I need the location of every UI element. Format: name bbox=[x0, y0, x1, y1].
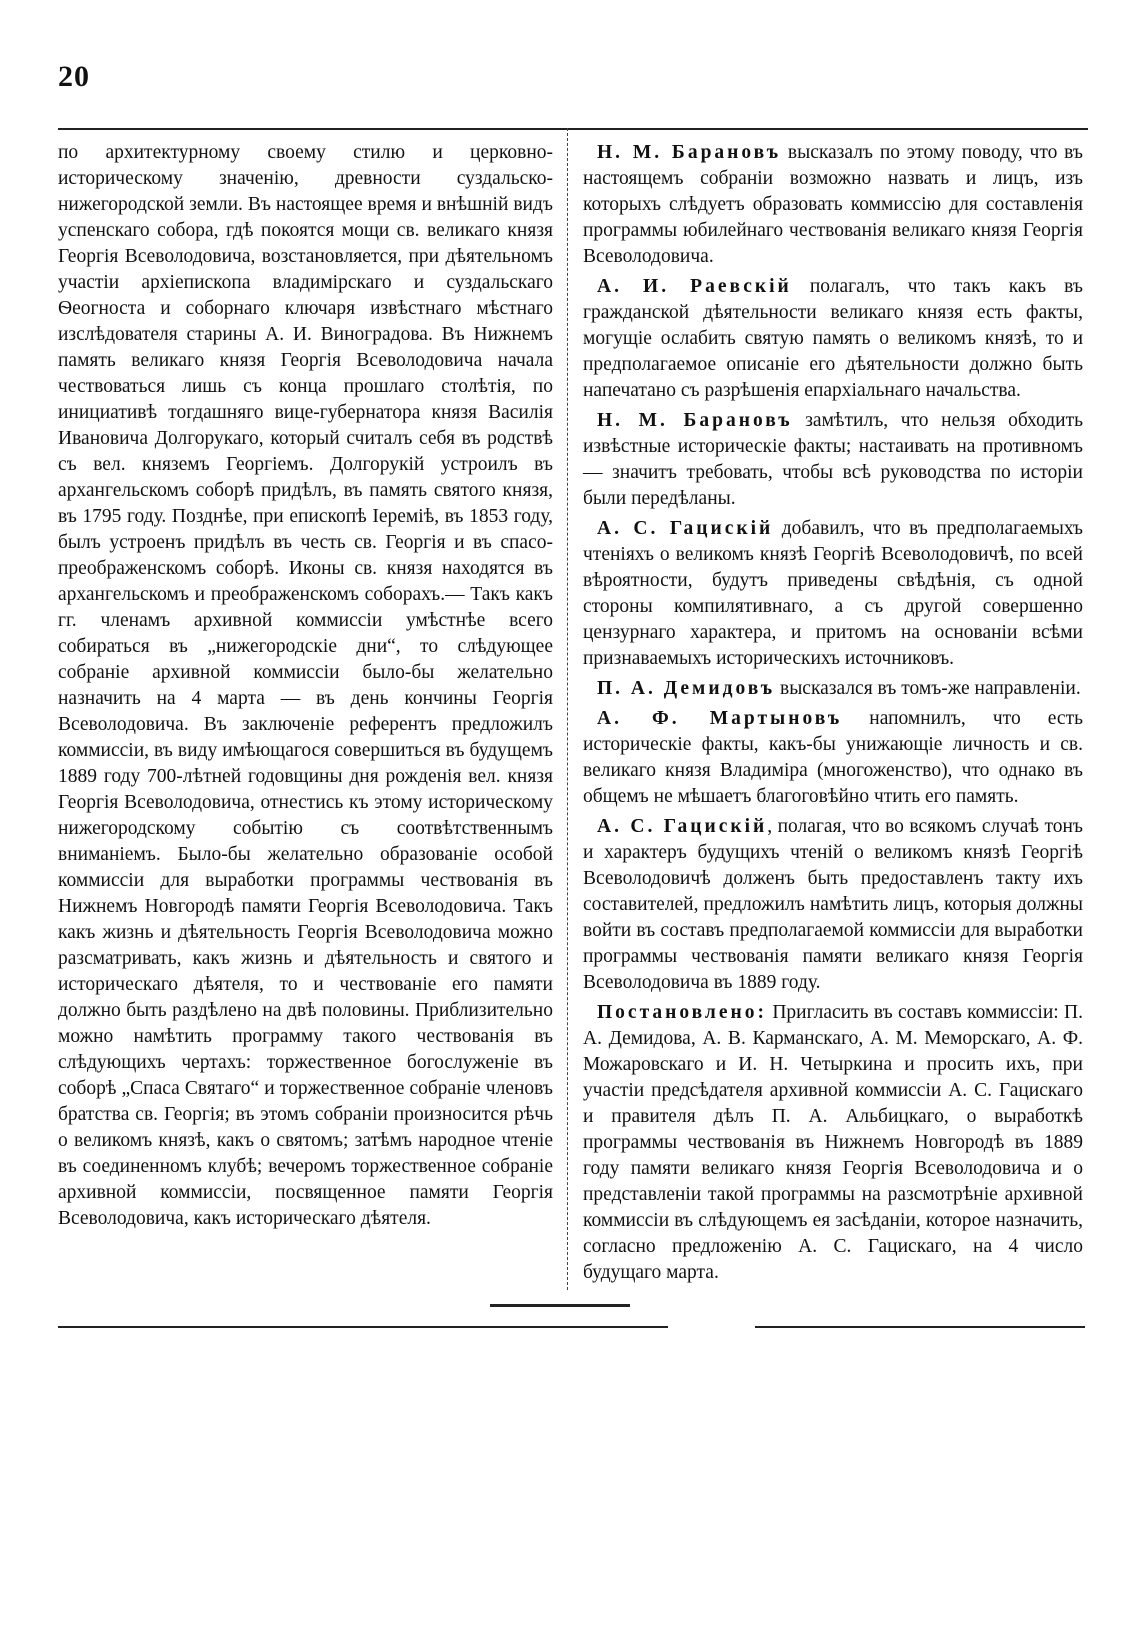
paragraph-text: добавилъ, что въ предполагаемыхъ чтеніяхъ о великомъ князѣ Георгіѣ Всеволодовичѣ, по всей вѣроятности, будутъ приведены свѣдѣнія, съ одной стороны компилятивнаго, а съ другой совершенно цензурнаго характера, и притомъ на основаніи всѣми признаваемыхъ историческихъ источниковъ. bbox=[583, 518, 1083, 669]
speaker-name: А. С. Гацискій bbox=[597, 816, 768, 837]
speaker-name: П. А. Демидовъ bbox=[597, 678, 776, 699]
paragraph bbox=[583, 140, 1083, 270]
speaker-name: А. И. Раевскій bbox=[597, 276, 792, 297]
column-divider bbox=[567, 128, 568, 1290]
paragraph bbox=[583, 676, 1083, 702]
resolution-label: Постановлено: bbox=[597, 1002, 767, 1023]
footer-rule-right bbox=[755, 1326, 1085, 1328]
speaker-name: А. Ф. Мартыновъ bbox=[597, 708, 843, 729]
footer-rule-left bbox=[58, 1326, 668, 1328]
section-end-rule bbox=[490, 1304, 630, 1307]
page-number: 20 bbox=[58, 60, 90, 93]
speaker-name: Н. М. Барановъ bbox=[597, 410, 793, 431]
paragraph-text: напомнилъ, что есть историческіе факты, какъ-бы унижающіе личность и св. великаго князя Владиміра (многоженство), что однако въ общемъ не мѣшаетъ благоговѣйно чтить его память. bbox=[583, 708, 1083, 807]
header-rule bbox=[58, 128, 1088, 130]
paragraph bbox=[583, 274, 1083, 404]
paragraph-text: замѣтилъ, что нельзя обходить извѣстные историческіе факты; настаивать на противномъ — значитъ требовать, чтобы всѣ руководства по исторіи были передѣланы. bbox=[583, 410, 1083, 509]
paragraph-text: высказалъ по этому поводу, что въ настоящемъ собраніи возможно назвать и лицъ, изъ которыхъ слѣдуетъ образовать коммиссію для составленія программы юбилейнаго чествованія великаго князя Георгія Всеволодовича. bbox=[583, 142, 1083, 267]
left-column bbox=[58, 140, 553, 1232]
speaker-name: Н. М. Барановъ bbox=[597, 142, 782, 163]
paragraph-text: Пригласить въ составъ коммиссіи: П. А. Демидова, А. В. Карманскаго, А. М. Меморскаго, А. Ф. Можаровскаго и И. Н. Четыркина и просить ихъ, при участіи предсѣдателя архивной коммиссіи А. С. Гацискаго и правителя дѣлъ П. А. Альбицкаго, о выработкѣ программы чествованія въ Нижнемъ Новгородѣ въ 1889 году памяти великаго князя Георгія Всеволодовича и о представленіи такой программы на разсмотрѣніе архивной коммиссіи въ слѣдующемъ ея засѣданіи, которое назначить, согласно предложенію А. С. Гацискаго, на 4 число будущаго марта. bbox=[583, 1002, 1083, 1283]
paragraph-text: полагалъ, что такъ какъ въ гражданской дѣятельности великаго князя есть факты, могущіе ослабить святую память о великомъ князѣ, то и предполагаемое описаніе его дѣятельности должно быть напечатано съ разрѣшенія епархіальнаго начальства. bbox=[583, 276, 1083, 401]
paragraph bbox=[583, 516, 1083, 672]
left-column-text: по архитектурному своему стилю и церковно-историческому значенію, древности суздальско-нижегородской земли. Въ настоящее время и внѣшній видъ успенскаго собора, гдѣ покоятся мощи св. великаго князя Георгія Всеволодовича, возстановляется, при дѣятельномъ участіи архіепископа владимірскаго и суздальскаго Ѳеогноста и соборнаго ключаря извѣстнаго мѣстнаго изслѣдователя старины А. И. Виноградова. Въ Нижнемъ память великаго князя Георгія Всеволодовича начала чествоваться лишь съ конца прошлаго столѣтія, по инициативѣ тогдашняго вице-губернатора князя Василія Ивановича Долгорукаго, который считалъ себя въ родствѣ съ вел. княземъ Георгіемъ. Долгорукій устроилъ въ архангельскомъ соборѣ придѣлъ, въ память святого князя, въ 1795 году. Позднѣе, при епископѣ Іереміѣ, въ 1853 году, былъ устроенъ придѣлъ въ честь св. Георгія и въ спасо-преображенскомъ соборѣ. Иконы св. князя находятся въ архангельскомъ и преображенскомъ соборахъ.— Такъ какъ гг. членамъ архивной коммиссіи умѣстнѣе всего собираться въ „нижегородскіе дни“, то слѣдующее собраніе архивной коммиссіи было-бы желательно назначить на 4 марта — въ день кончины Георгія Всеволодовича. Въ заключеніе референтъ предложилъ коммиссіи, въ виду имѣющагося совершиться въ будущемъ 1889 году 700-лѣтней годовщины дня рожденія вел. князя Георгія Всеволодовича, отнестись къ этому историческому нижегородскому событію съ соотвѣтственнымъ вниманіемъ. Было-бы желательно образованіе особой коммиссіи для выработки программы чествованія въ Нижнемъ Новгородѣ памяти Георгія Всеволодовича. Такъ какъ жизнь и дѣятельность Георгія Всеволодовича можно разсматривать, какъ жизнь и дѣятельность и святого и историческаго дѣятеля, то и чествованіе его памяти должно быть раздѣлено на двѣ половины. Приблизительно можно намѣтить программу такого чествованія въ слѣдующихъ чертахъ: торжественное богослуженіе въ соборѣ „Спаса Святаго“ и торжественное собраніе членовъ братства св. Георгія; въ этомъ собраніи произносится рѣчь о великомъ князѣ, какъ о святомъ; затѣмъ народное чтеніе въ соединенномъ клубѣ; вечеромъ торжественное собраніе архивной коммиссіи, посвященное памяти Георгія Всеволодовича, какъ историческаго дѣятеля. bbox=[58, 142, 553, 1229]
right-column bbox=[583, 140, 1083, 1290]
paragraph bbox=[583, 814, 1083, 996]
paragraph bbox=[583, 408, 1083, 512]
speaker-name: А. С. Гацискій bbox=[597, 518, 774, 539]
paragraph-text: высказался въ томъ-же направленіи. bbox=[775, 678, 1081, 699]
paragraph bbox=[583, 1000, 1083, 1286]
paragraph-text: , полагая, что во всякомъ случаѣ тонъ и характеръ будущихъ чтеній о великомъ князѣ Георгіѣ Всеволодовичѣ долженъ быть предоставленъ такту ихъ составителей, предложилъ намѣтить лицъ, которыя должны войти въ составъ предполагаемой коммиссіи для выработки программы чествованія памяти великаго князя Георгія Всеволодовича въ 1889 году. bbox=[583, 816, 1083, 993]
paragraph bbox=[583, 706, 1083, 810]
